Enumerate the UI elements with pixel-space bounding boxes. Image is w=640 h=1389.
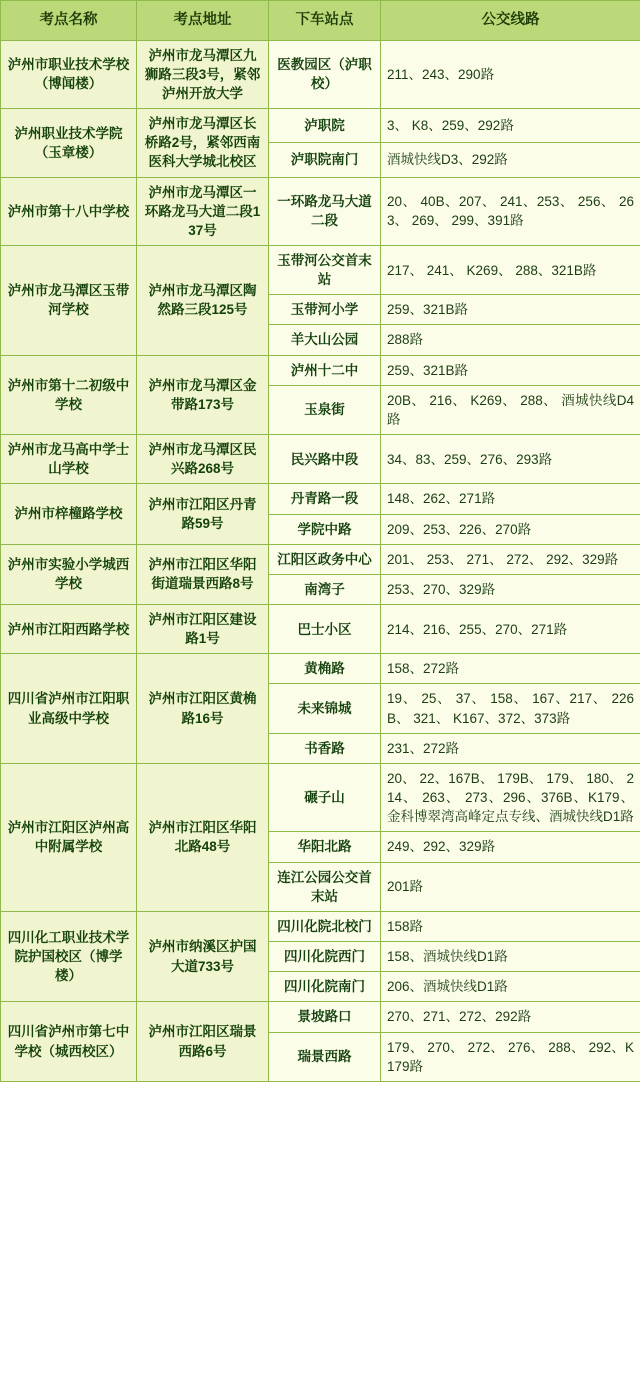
bus-stop-name: 未来锦城 (269, 684, 381, 733)
bus-lines: 201、 253、 271、 272、 292、329路 (381, 544, 640, 574)
bus-stop-name: 巴士小区 (269, 605, 381, 654)
bus-lines: 211、243、290路 (381, 40, 640, 108)
bus-stop-name: 华阳北路 (269, 832, 381, 862)
table-row (1, 484, 640, 514)
table-row (1, 763, 640, 831)
exam-site-address: 泸州市龙马潭区九狮路三段3号，紧邻泸州开放大学 (137, 40, 269, 108)
bus-stop-name: 连江公园公交首末站 (269, 862, 381, 911)
bus-stop-name: 泸州十二中 (269, 355, 381, 385)
exam-site-name: 泸州市龙马高中学士山学校 (1, 435, 137, 484)
exam-site-address: 泸州市龙马潭区民兴路268号 (137, 435, 269, 484)
exam-site-address: 泸州市江阳区华阳北路48号 (137, 763, 269, 911)
bus-lines: 253、270、329路 (381, 574, 640, 604)
bus-lines: 酒城快线D3、292路 (381, 143, 640, 177)
table-row (1, 245, 640, 294)
table-row (1, 435, 640, 484)
bus-lines: 288路 (381, 325, 640, 355)
bus-lines: 20B、 216、 K269、 288、 酒城快线D4路 (381, 385, 640, 434)
bus-lines: 158路 (381, 911, 640, 941)
bus-lines: 19、 25、 37、 158、 167、217、 226B、 321、 K167、372、373路 (381, 684, 640, 733)
bus-stop-name: 四川化院北校门 (269, 911, 381, 941)
exam-site-name: 泸州市龙马潭区玉带河学校 (1, 245, 137, 355)
bus-lines: 20、 22、167B、 179B、 179、 180、 214、 263、 273、296、376B、K179、金科博翠湾高峰定点专线、酒城快线D1路 (381, 763, 640, 831)
exam-site-name: 泸州市实验小学城西学校 (1, 544, 137, 604)
bus-lines: 158、酒城快线D1路 (381, 942, 640, 972)
bus-lines: 148、262、271路 (381, 484, 640, 514)
bus-lines: 259、321B路 (381, 355, 640, 385)
exam-site-address: 泸州市江阳区华阳街道瑞景西路8号 (137, 544, 269, 604)
bus-lines: 158、272路 (381, 654, 640, 684)
table-header (1, 1, 640, 41)
bus-lines: 209、253、226、270路 (381, 514, 640, 544)
exam-site-address: 泸州市龙马潭区长桥路2号，紧邻西南医科大学城北校区 (137, 109, 269, 177)
bus-lines: 179、 270、 272、 276、 288、 292、K179路 (381, 1032, 640, 1081)
bus-stop-name: 四川化院西门 (269, 942, 381, 972)
table-row (1, 40, 640, 108)
exam-site-address: 泸州市龙马潭区一环路龙马大道二段137号 (137, 177, 269, 245)
exam-site-address: 泸州市江阳区黄桷路16号 (137, 654, 269, 764)
bus-stop-name: 碾子山 (269, 763, 381, 831)
bus-lines: 201路 (381, 862, 640, 911)
exam-site-name: 四川省泸州市第七中学校（城西校区） (1, 1002, 137, 1081)
table-header-row (1, 1, 640, 41)
bus-stop-name: 四川化院南门 (269, 972, 381, 1002)
bus-lines: 20、 40B、207、 241、253、 256、 263、 269、 299、391路 (381, 177, 640, 245)
bus-stop-name: 江阳区政务中心 (269, 544, 381, 574)
column-header-stop: 下车站点 (269, 1, 381, 41)
table-row (1, 1002, 640, 1032)
bus-stop-name: 一环路龙马大道二段 (269, 177, 381, 245)
table-body (1, 40, 640, 1081)
exam-site-address: 泸州市江阳区瑞景西路6号 (137, 1002, 269, 1081)
table-row (1, 654, 640, 684)
bus-lines: 217、 241、 K269、 288、321B路 (381, 245, 640, 294)
bus-lines: 231、272路 (381, 733, 640, 763)
bus-stop-name: 景坡路口 (269, 1002, 381, 1032)
exam-site-address: 泸州市龙马潭区陶然路三段125号 (137, 245, 269, 355)
bus-lines: 206、酒城快线D1路 (381, 972, 640, 1002)
bus-stop-name: 羊大山公园 (269, 325, 381, 355)
bus-lines: 214、216、255、270、271路 (381, 605, 640, 654)
bus-stop-name: 瑞景西路 (269, 1032, 381, 1081)
bus-stop-name: 丹青路一段 (269, 484, 381, 514)
bus-stop-name: 玉带河小学 (269, 295, 381, 325)
bus-stop-name: 民兴路中段 (269, 435, 381, 484)
exam-site-address: 泸州市江阳区丹青路59号 (137, 484, 269, 544)
bus-lines: 34、83、259、276、293路 (381, 435, 640, 484)
bus-lines: 270、271、272、292路 (381, 1002, 640, 1032)
bus-stop-name: 玉带河公交首末站 (269, 245, 381, 294)
bus-stop-name: 黄桷路 (269, 654, 381, 684)
exam-site-name: 泸州市第十八中学校 (1, 177, 137, 245)
exam-site-name: 泸州市梓橦路学校 (1, 484, 137, 544)
table-row (1, 911, 640, 941)
exam-site-name: 泸州市职业技术学校（博闻楼） (1, 40, 137, 108)
bus-stop-name: 玉泉街 (269, 385, 381, 434)
column-header-bus-lines: 公交线路 (381, 1, 640, 41)
bus-stop-name: 泸职院 (269, 109, 381, 143)
bus-stop-name: 书香路 (269, 733, 381, 763)
bus-stop-name: 泸职院南门 (269, 143, 381, 177)
table-row (1, 355, 640, 385)
column-header-site-name: 考点名称 (1, 1, 137, 41)
exam-site-name: 四川化工职业技术学院护国校区（博学楼） (1, 911, 137, 1001)
exam-site-address: 泸州市江阳区建设路1号 (137, 605, 269, 654)
bus-lines: 3、 K8、259、292路 (381, 109, 640, 143)
column-header-site-address: 考点地址 (137, 1, 269, 41)
table-row (1, 177, 640, 245)
table-row (1, 544, 640, 574)
table-row (1, 109, 640, 143)
bus-stop-name: 南湾子 (269, 574, 381, 604)
bus-lines: 259、321B路 (381, 295, 640, 325)
exam-site-address: 泸州市纳溪区护国大道733号 (137, 911, 269, 1001)
bus-lines: 249、292、329路 (381, 832, 640, 862)
bus-stop-name: 医教园区（泸职校） (269, 40, 381, 108)
exam-site-name: 泸州市江阳西路学校 (1, 605, 137, 654)
table-row (1, 605, 640, 654)
exam-site-name: 四川省泸州市江阳职业高级中学校 (1, 654, 137, 764)
exam-site-name: 泸州职业技术学院（玉章楼） (1, 109, 137, 177)
exam-site-address: 泸州市龙马潭区金带路173号 (137, 355, 269, 434)
exam-site-name: 泸州市第十二初级中学校 (1, 355, 137, 434)
bus-stop-name: 学院中路 (269, 514, 381, 544)
exam-site-name: 泸州市江阳区泸州高中附属学校 (1, 763, 137, 911)
